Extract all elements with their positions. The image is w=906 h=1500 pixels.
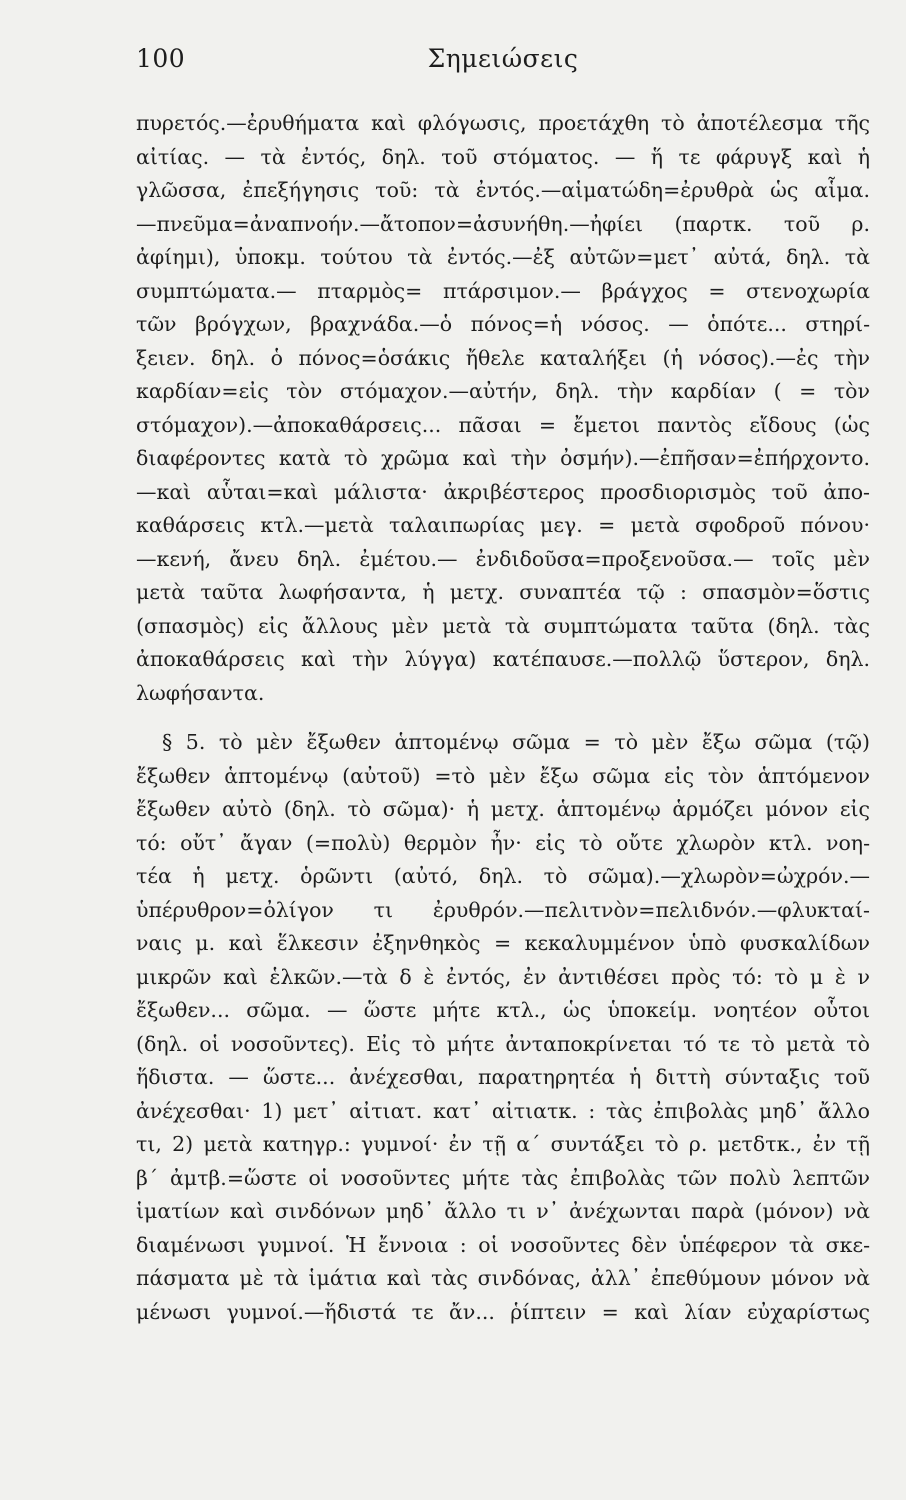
text-line: διαφέροντες κατὰ τὸ χρῶμα καὶ τὴν ὀσμήν).—ἐπῆσαν=ἐπήρχοντο. [136, 446, 870, 470]
page-body [136, 107, 870, 1329]
text-line: (δηλ. οἱ νοσοῦντες). Εἰς τὸ μήτε ἀνταποκρίνεται τό τε τὸ μετὰ τὸ [136, 1031, 870, 1056]
text-line: γλῶσσα, ἐπεξήγησις τοῦ: τὰ ἐντός.—αἱματώδη=ἐρυθρὰ ὡς αἷμα. [136, 178, 870, 202]
running-title: Σημειώσεις [427, 44, 579, 73]
text-line: —κενή, ἄνευ δηλ. ἐμέτου.— ἐνδιδοῦσα=προξενοῦσα.— τοῖς μὲν [136, 546, 870, 571]
text-line: ἀποκαθάρσεις καὶ τὴν λύγγα) κατέπαυσε.—πολλῷ ὕστερον, δηλ. [136, 647, 870, 671]
text-line: ἀφίημι), ὑποκμ. τούτου τὰ ἐντός.—ἐξ αὐτῶν=μετ᾽ αὐτά, δηλ. τὰ [136, 245, 870, 269]
text-line: τέα ἡ μετχ. ὁρῶντι (αὐτό, δηλ. τὸ σῶμα).—χλωρὸν=ὠχρόν.— [136, 864, 870, 888]
page-number: 100 [136, 44, 186, 73]
text-line: τῶν βρόγχων, βραχνάδα.—ὁ πόνος=ἡ νόσος. — ὁπότε... στηρί- [136, 312, 870, 336]
text-line: ξειεν. δηλ. ὁ πόνος=ὁσάκις ἤθελε καταλήξει (ἡ νόσος).—ἐς τὴν [136, 345, 870, 370]
text-line: β´ ἀμτβ.=ὥστε οἱ νοσοῦντες μήτε τὰς ἐπιβολὰς τῶν πολὺ λεπτῶν [136, 1165, 870, 1190]
text-line: ἱματίων καὶ σινδόνων μηδ᾽ ἄλλο τι ν᾽ ἀνέχωνται παρὰ (μόνον) νὰ [136, 1199, 870, 1223]
text-line: —καὶ αὗται=καὶ μάλιστα· ἀκριβέστερος προσδιορισμὸς τοῦ ἀπο- [136, 479, 870, 504]
text-line: ἀνέχεσθαι· 1) μετ᾽ αἰτιατ. κατ᾽ αἰτιατκ. : τὰς ἐπιβολὰς μηδ᾽ ἄλλο [136, 1098, 870, 1123]
text-line: ἔξωθεν ἁπτομένῳ (αὐτοῦ) =τὸ μὲν ἔξω σῶμα εἰς τὸν ἁπτόμενον [136, 763, 870, 788]
paragraph-notes-fever [136, 107, 870, 710]
page-header [136, 44, 870, 84]
text-line: § 5. τὸ μὲν ἔξωθεν ἁπτομένῳ σῶμα = τὸ μὲν ἔξω σῶμα (τῷ) [162, 730, 870, 754]
text-line: μικρῶν καὶ ἑλκῶν.—τὰ δ ὲ ἐντός, ἐν ἀντιθέσει πρὸς τό: τὸ μ ὲ ν [136, 964, 870, 989]
text-line: ἔξωθεν... σῶμα. — ὥστε μήτε κτλ., ὡς ὑποκείμ. νοητέον οὗτοι [136, 998, 870, 1022]
paragraph-gap [136, 710, 870, 726]
text-line: καρδίαν=εἰς τὸν στόμαχον.—αὐτήν, δηλ. τὴν καρδίαν ( = τὸν [136, 379, 870, 403]
text-line: καθάρσεις κτλ.—μετὰ ταλαιπωρίας μεγ. = μετὰ σφοδροῦ πόνου· [136, 513, 870, 537]
paragraph-section-5 [136, 726, 870, 1329]
text-line: λωφήσαντα. [136, 680, 265, 705]
text-line: στόμαχον).—ἀποκαθάρσεις... πᾶσαι = ἔμετοι παντὸς εἴδους (ὡς [136, 412, 870, 437]
text-line: αἰτίας. — τὰ ἐντός, δηλ. τοῦ στόματος. — ἥ τε φάρυγξ καὶ ἡ [136, 144, 870, 169]
text-line: ναις μ. καὶ ἕλκεσιν ἐξηνθηκὸς = κεκαλυμμένον ὑπὸ φυσκαλίδων [136, 931, 870, 955]
text-line: ἥδιστα. — ὥστε... ἀνέχεσθαι, παρατηρητέα ἡ διττὴ σύνταξις τοῦ [136, 1065, 870, 1089]
text-line: διαμένωσι γυμνοί. Ἡ ἔννοια : οἱ νοσοῦντες δὲν ὑπέφερον τὰ σκε- [136, 1232, 870, 1257]
text-line: —πνεῦμα=ἀναπνοήν.—ἄτοπον=ἀσυνήθη.—ἠφίει (παρτκ. τοῦ ρ. [136, 211, 870, 236]
text-line: ἔξωθεν αὐτὸ (δηλ. τὸ σῶμα)· ἡ μετχ. ἁπτομένῳ ἁρμόζει μόνον εἰς [136, 797, 870, 821]
text-line: μετὰ ταῦτα λωφήσαντα, ἡ μετχ. συναπτέα τῷ : σπασμὸν=ὅστις [136, 580, 870, 604]
text-line: συμπτώματα.— πταρμὸς= πτάρσιμον.— βράγχος = στενοχωρία [136, 278, 870, 303]
text-line: τι, 2) μετὰ κατηγρ.: γυμνοί· ἐν τῇ α´ συντάξει τὸ ρ. μετδτκ., ἐν τῇ [136, 1132, 870, 1156]
text-line: (σπασμὸς) εἰς ἄλλους μὲν μετὰ τὰ συμπτώματα ταῦτα (δηλ. τὰς [136, 613, 870, 638]
text-line: πυρετός.—ἐρυθήματα καὶ φλόγωσις, προετάχθη τὸ ἀποτέλεσμα τῆς [136, 111, 870, 135]
text-line: πάσματα μὲ τὰ ἱμάτια καὶ τὰς σινδόνας, ἀλλ᾽ ἐπεθύμουν μόνον νὰ [136, 1266, 870, 1290]
text-line: τό: οὔτ᾽ ἄγαν (=πολὺ) θερμὸν ἦν· εἰς τὸ οὔτε χλωρὸν κτλ. νοη- [136, 830, 870, 855]
text-line: μένωσι γυμνοί.—ἥδιστά τε ἄν... ῥίπτειν = καὶ λίαν εὐχαρίστως [136, 1299, 870, 1324]
text-line: ὑπέρυθρον=ὀλίγον τι ἐρυθρόν.—πελιτνὸν=πελιδνόν.—φλυκταί- [136, 897, 870, 922]
